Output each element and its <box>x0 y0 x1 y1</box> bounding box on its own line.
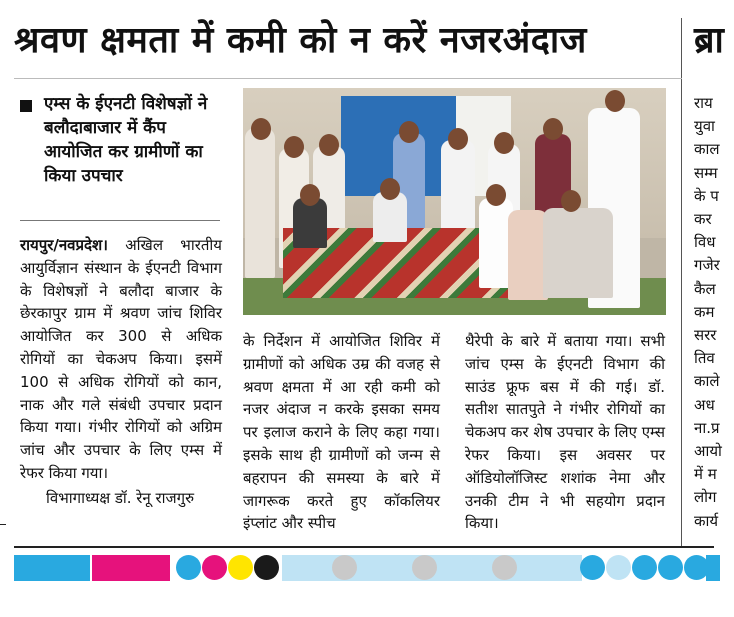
color-dot-magenta <box>202 555 227 580</box>
photo-person-head <box>543 118 563 140</box>
adjacent-article-line: गजेर <box>694 256 720 275</box>
color-dot-yellow <box>228 555 253 580</box>
adjacent-article-line: काल <box>694 140 720 159</box>
photo-person <box>245 128 275 278</box>
adjacent-article-line: ना.प्र <box>694 418 720 437</box>
adjacent-article-line: राय <box>694 94 713 112</box>
photo-person <box>508 210 548 300</box>
adjacent-article-line: कैल <box>694 279 716 298</box>
subheadline: एम्स के ईएनटी विशेषज्ञों ने बलौदाबाजार में कैंप आयोजित कर ग्रामीणों का किया उपचार <box>44 94 208 186</box>
adjacent-article-line: लोग <box>694 488 717 507</box>
adjacent-article-line: में म <box>694 465 717 484</box>
photo-person-head <box>561 190 581 212</box>
color-dot-gray <box>412 555 437 580</box>
color-swatch-magenta <box>92 555 170 581</box>
adjacent-article-line: कम <box>694 302 715 321</box>
headline: श्रवण क्षमता में कमी को न करें नजरअंदाज <box>14 20 587 61</box>
photo-person-head <box>319 134 339 156</box>
color-dot-black <box>254 555 279 580</box>
subheadline-rule <box>20 220 220 221</box>
photo-person <box>543 208 613 298</box>
adjacent-article-line: तिव <box>694 349 715 368</box>
adjacent-article-line: सम्म <box>694 163 718 182</box>
adjacent-article-line: कर <box>694 210 712 229</box>
adjacent-article-line: आयो <box>694 442 722 461</box>
headline-rule <box>14 78 682 79</box>
camp-photo <box>243 88 666 315</box>
color-dot-cyan <box>632 555 657 580</box>
adjacent-headline-fragment: ब्रा <box>694 20 724 61</box>
crop-mark <box>0 524 6 525</box>
color-swatch-cyan-edge <box>706 555 720 581</box>
body-column-1 <box>20 234 222 510</box>
color-dot-cyan <box>658 555 683 580</box>
photo-person-head <box>300 184 320 206</box>
photo-person-head <box>399 121 419 143</box>
adjacent-article-line: के प <box>694 186 719 205</box>
bottom-rule <box>14 546 714 548</box>
color-swatch-cyan <box>14 555 90 581</box>
adjacent-article-line: काले <box>694 372 720 391</box>
photo-person-head <box>251 118 271 140</box>
print-color-bar <box>14 555 720 581</box>
photo-person-head <box>380 178 400 200</box>
adjacent-article-line: विध <box>694 233 716 252</box>
column-1-continuation: विभागाध्यक्ष डॉ. रेनू राजगुरु <box>46 488 195 507</box>
photo-person-head <box>494 132 514 154</box>
photo-person-head <box>605 90 625 112</box>
dateline: रायपुर/नवप्रदेश। <box>20 236 108 254</box>
color-dot-cyan <box>580 555 605 580</box>
body-column-2: के निर्देशन में आयोजित शिविर में ग्रामीणों को अधिक उम्र की वजह से श्रवण क्षमता में आ रही कमी को नजर अंदाज न करके इसका समय पर इलाज कराने के लिए कहा गया। इसके साथ ही ग्रामीणों को जन्म से बहरापन की समस्या के बारे में जागरूक करते हुए कॉकलियर इंप्लांट और स्पीच <box>243 332 440 533</box>
body-column-3: थैरेपी के बारे में बताया गया। सभी जांच एम्स के ईएनटी विभाग की साउंड फ्रूफ बस में की गई। डॉ. सतीश सातपुते ने गंभीर रोगियों का चेकअप कर शेष उपचार के लिए एम्स रेफर किया। इस अवसर पर ऑडियोलॉजिस्ट शशांक नेमा और उनकी टीम ने भी सहयोग प्रदान किया। <box>465 332 665 533</box>
column-1-text: अखिल भारतीय आयुर्विज्ञान संस्थान के ईएनटी विभाग के विशेषज्ञों ने बलौदा बाजार के छेरकापुर ग्राम में श्रवण जांच शिविर आयोजित कर 300 से अधिक रोगियों का चेकअप किया। इसमें 100 से अधिक रोगियों को कान, नाक और गले संबंधी उपचार प्रदान किया गया। गंभीर रोगियों को अग्रिम जांच और उपचार के लिए एम्स में रेफर किया गया। <box>20 236 222 482</box>
photo-person-head <box>284 136 304 158</box>
subheadline-block <box>20 92 225 188</box>
color-dot-cyan <box>176 555 201 580</box>
color-dot-light-cyan <box>606 555 631 580</box>
color-dot-gray <box>332 555 357 580</box>
adjacent-article-line: अध <box>694 395 715 414</box>
color-dot-gray <box>492 555 517 580</box>
photo-person-head <box>486 184 506 206</box>
column-divider <box>681 18 682 546</box>
square-bullet-icon <box>20 100 32 112</box>
adjacent-article-line: युवा <box>694 117 715 136</box>
adjacent-article-text <box>694 92 724 533</box>
adjacent-article-line: कार्य <box>694 511 719 530</box>
photo-person-head <box>448 128 468 150</box>
adjacent-article-line: सरर <box>694 326 717 345</box>
